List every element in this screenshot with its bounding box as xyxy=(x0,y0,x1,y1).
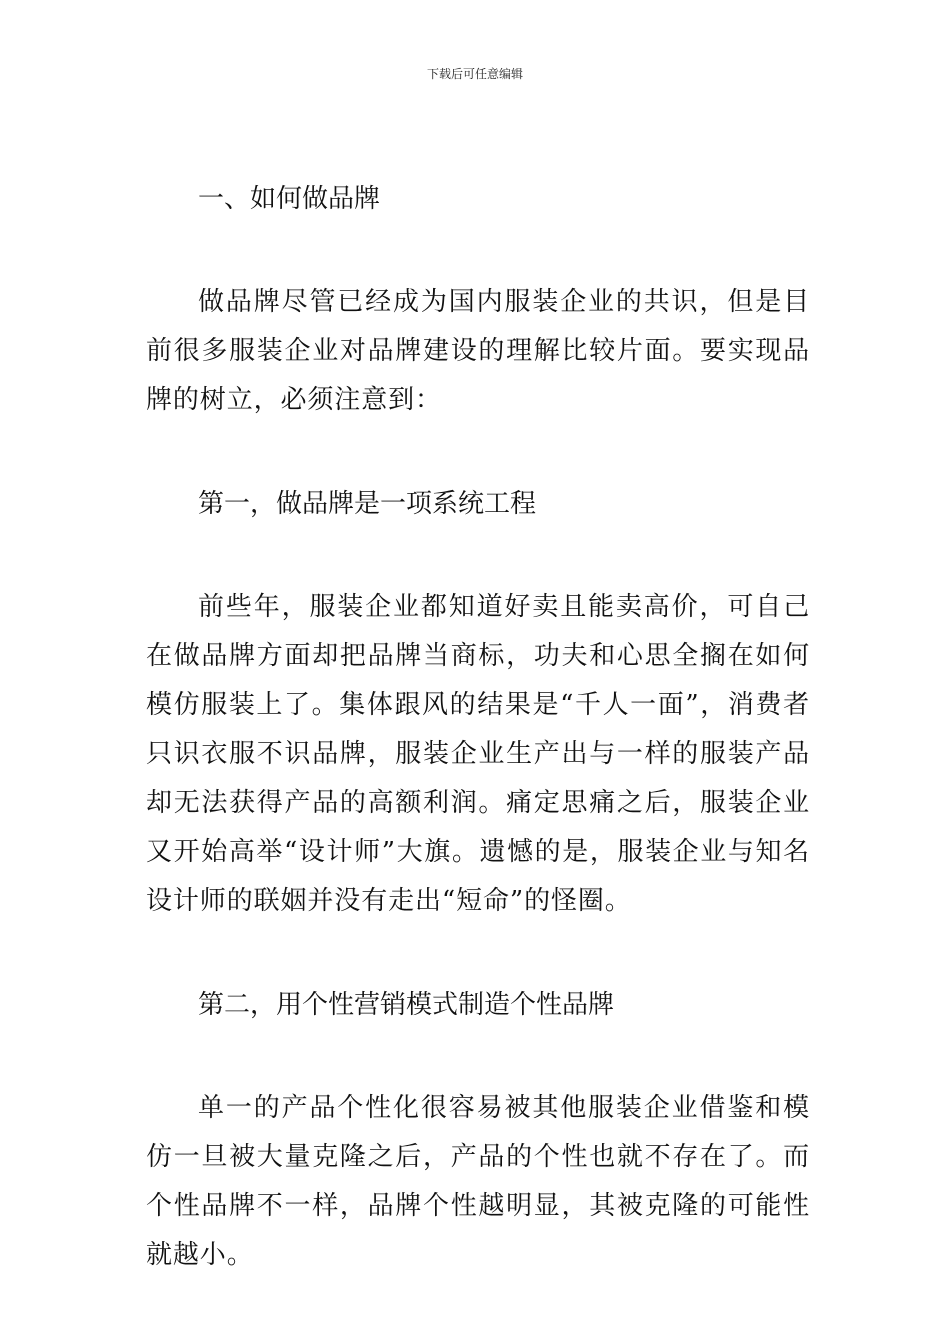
point2-heading: 第二，用个性营销模式制造个性品牌 xyxy=(198,990,615,1020)
document-body xyxy=(146,179,810,1280)
spacer xyxy=(146,425,810,484)
point1-paragraph: 前些年，服装企业都知道好卖且能卖高价，可自己在做品牌方面却把品牌当商标，功夫和心思全搁在如何模仿服装上了。集体跟风的结果是“千人一面”，消费者只识衣服不识品牌，服装企业生产出与一样的服装产品却无法获得产品的高额利润。痛定思痛之后，服装企业又开始高举“设计师”大旗。遗憾的是，服装企业与知名设计师的联姻并没有走出“短命”的怪圈。 xyxy=(146,592,810,916)
point1-heading: 第一，做品牌是一项系统工程 xyxy=(198,489,537,519)
spacer xyxy=(146,524,810,583)
spacer xyxy=(146,219,810,278)
spacer xyxy=(146,1025,810,1084)
point2-paragraph: 单一的产品个性化很容易被其他服装企业借鉴和模仿一旦被大量克隆之后，产品的个性也就不存在了。而个性品牌不一样，品牌个性越明显，其被克隆的可能性就越小。 xyxy=(146,1093,810,1270)
spacer xyxy=(146,926,810,985)
intro-paragraph: 做品牌尽管已经成为国内服装企业的共识，但是目前很多服装企业对品牌建设的理解比较片面。要实现品牌的树立，必须注意到： xyxy=(146,287,810,415)
section-title: 一、如何做品牌 xyxy=(198,184,381,214)
page-header: 下载后可任意编辑 xyxy=(426,67,523,81)
